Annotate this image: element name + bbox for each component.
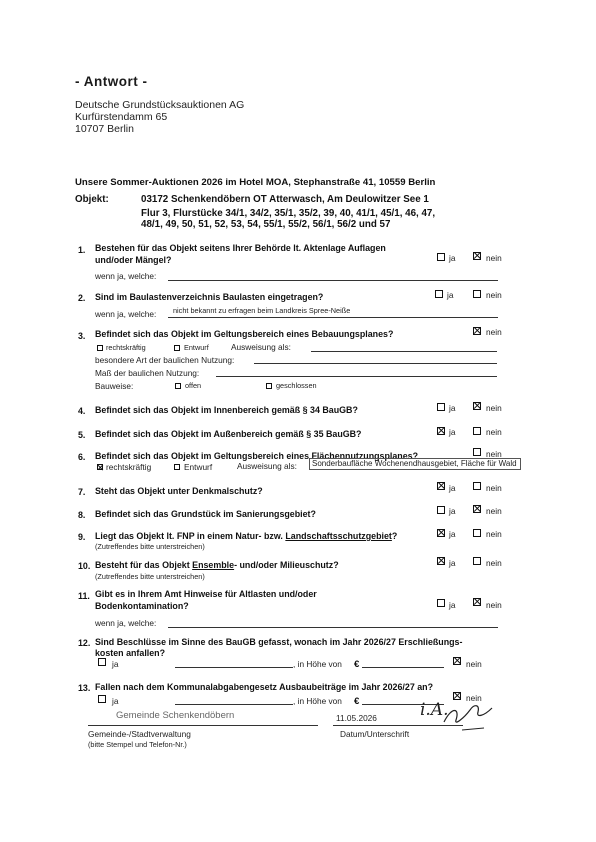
q4-ja-checkbox[interactable] xyxy=(437,403,445,411)
q12-ja-line[interactable] xyxy=(175,667,293,668)
q1-text-2: und/oder Mängel? xyxy=(95,255,172,265)
auction-line: Unsere Sommer-Auktionen 2026 im Hotel MOA, Stephanstraße 41, 10559 Berlin xyxy=(75,177,436,188)
q13-euro-sign: € xyxy=(354,696,360,707)
signature-scribble xyxy=(440,698,500,734)
q12-text-1: Sind Beschlüsse im Sinne des BauGB gefasst, wonach im Jahr 2026/27 Erschließungs- xyxy=(95,637,463,647)
q6-ausweisung-label: Ausweisung als: xyxy=(237,461,297,471)
q13-ja-line[interactable] xyxy=(175,704,293,705)
q2-text: Sind im Baulastenverzeichnis Baulasten eingetragen? xyxy=(95,292,324,302)
q9-text: Liegt das Objekt lt. FNP in einem Natur- bzw. Landschaftsschutzgebiet? xyxy=(95,531,398,541)
q12-nein-label: nein xyxy=(466,659,482,669)
q2-nein-checkbox[interactable] xyxy=(473,290,481,298)
q11-ja-checkbox[interactable] xyxy=(437,599,445,607)
q3-bauweise-label: Bauweise: xyxy=(95,381,134,391)
q3-ausweisung-line[interactable] xyxy=(311,351,497,352)
municipality-stamp: Gemeinde Schenkendöbern xyxy=(116,710,235,721)
q11-text-2: Bodenkontamination? xyxy=(95,601,189,611)
q1-text-1: Bestehen für das Objekt seitens Ihrer Behörde lt. Aktenlage Auflagen xyxy=(95,243,386,253)
q9-ja-checkbox[interactable] xyxy=(437,529,445,537)
date-signature-line xyxy=(333,725,463,726)
q12-nein-checkbox[interactable] xyxy=(453,657,461,665)
q5-ja-label: ja xyxy=(449,427,456,437)
q9-nein-checkbox[interactable] xyxy=(473,529,481,537)
q4-nein-checkbox[interactable] xyxy=(473,402,481,410)
q10-hint: (Zutreffendes bitte unterstreichen) xyxy=(95,572,205,581)
q6-nein-checkbox[interactable] xyxy=(473,448,481,456)
recipient-street: Kurfürstendamm 65 xyxy=(75,111,168,123)
q6-entwurf-label: Entwurf xyxy=(184,462,213,472)
q3-number: 3. xyxy=(78,331,86,341)
q9-nein-label: nein xyxy=(486,529,502,539)
q6-number: 6. xyxy=(78,452,86,462)
q10-number: 10. xyxy=(78,561,91,571)
q6-entwurf-checkbox[interactable] xyxy=(174,464,180,470)
q3-ausweisung-label: Ausweisung als: xyxy=(231,342,291,352)
authority-note: (bitte Stempel und Telefon-Nr.) xyxy=(88,740,187,749)
q10-ja-label: ja xyxy=(449,558,456,568)
q13-ja-label: ja xyxy=(112,696,119,706)
q3-mass-line[interactable] xyxy=(216,376,497,377)
q11-nein-label: nein xyxy=(486,600,502,610)
q3-geschlossen-checkbox[interactable] xyxy=(266,383,272,389)
q3-nein-checkbox[interactable] xyxy=(473,327,481,335)
q5-text: Befindet sich das Objekt im Außenbereich gemäß § 35 BauGB? xyxy=(95,429,362,439)
q5-number: 5. xyxy=(78,430,86,440)
q12-number: 12. xyxy=(78,638,91,648)
q4-ja-label: ja xyxy=(449,403,456,413)
q7-ja-checkbox[interactable] xyxy=(437,482,445,490)
q3-offen-label: offen xyxy=(185,381,202,390)
q5-nein-label: nein xyxy=(486,427,502,437)
q2-nein-label: nein xyxy=(486,290,502,300)
q3-rechtskraeftig-label: rechtskräftig xyxy=(106,343,146,352)
q4-number: 4. xyxy=(78,406,86,416)
q11-nein-checkbox[interactable] xyxy=(473,598,481,606)
q3-entwurf-label: Entwurf xyxy=(184,343,209,352)
q1-nein-label: nein xyxy=(486,253,502,263)
q10-text: Besteht für das Objekt Ensemble- und/oder Milieuschutz? xyxy=(95,560,339,570)
q1-ja-label: ja xyxy=(449,253,456,263)
q6-rechtskraeftig-checkbox[interactable] xyxy=(97,464,103,470)
recipient-name: Deutsche Grundstücksauktionen AG xyxy=(75,99,245,111)
q8-text: Befindet sich das Grundstück im Sanierungsgebiet? xyxy=(95,509,316,519)
q9-ja-label: ja xyxy=(449,529,456,539)
q10-ja-checkbox[interactable] xyxy=(437,557,445,565)
authority-label: Gemeinde-/Stadtverwaltung xyxy=(88,729,191,739)
q3-nein-label: nein xyxy=(486,327,502,337)
q6-rechtskraeftig-label: rechtskräftig xyxy=(106,462,152,472)
q3-mass-label: Maß der baulichen Nutzung: xyxy=(95,368,200,378)
q1-number: 1. xyxy=(78,245,86,255)
object-address: 03172 Schenkendöbern OT Atterwasch, Am Deulowitzer See 1 xyxy=(141,194,429,205)
q8-ja-checkbox[interactable] xyxy=(437,506,445,514)
q5-ja-checkbox[interactable] xyxy=(437,427,445,435)
q3-besondere-art-label: besondere Art der baulichen Nutzung: xyxy=(95,355,235,365)
authority-signature-line xyxy=(88,725,318,726)
q7-number: 7. xyxy=(78,487,86,497)
signature-initials: i.A. xyxy=(420,700,449,720)
q12-ja-checkbox[interactable] xyxy=(98,658,106,666)
q11-number: 11. xyxy=(78,591,90,601)
q6-nein-label: nein xyxy=(486,449,502,459)
q3-geschlossen-label: geschlossen xyxy=(276,381,317,390)
q4-text: Befindet sich das Objekt im Innenbereich gemäß § 34 BauGB? xyxy=(95,405,358,415)
object-label: Objekt: xyxy=(75,194,109,205)
q12-euro-sign: € xyxy=(354,659,360,670)
q7-nein-checkbox[interactable] xyxy=(473,482,481,490)
q13-nein-label: nein xyxy=(466,693,482,703)
q2-ja-checkbox[interactable] xyxy=(435,290,443,298)
q13-text: Fallen nach dem Kommunalabgabengesetz Ausbaubeiträge im Jahr 2026/27 an? xyxy=(95,682,434,692)
q11-text-1: Gibt es in Ihrem Amt Hinweise für Altlasten und/oder xyxy=(95,589,317,599)
q2-ja-label: ja xyxy=(447,290,454,300)
q2-handwritten-answer: nicht bekannt zu erfragen beim Landkreis Spree-Neiße xyxy=(173,306,351,315)
q10-nein-checkbox[interactable] xyxy=(473,557,481,565)
recipient-city: 10707 Berlin xyxy=(75,123,134,135)
q12-text-2: kosten anfallen? xyxy=(95,648,166,658)
q3-besondere-art-line[interactable] xyxy=(254,363,497,364)
q7-ja-label: ja xyxy=(449,483,456,493)
q5-nein-checkbox[interactable] xyxy=(473,427,481,435)
q13-number: 13. xyxy=(78,683,91,693)
q2-number: 2. xyxy=(78,293,86,303)
q4-nein-label: nein xyxy=(486,403,502,413)
signature-date: 11.05.2026 xyxy=(336,713,377,723)
q6-ausweisung-answer: Sonderbaufläche Wochenendhausgebiet, Fläche für Wald xyxy=(309,458,521,470)
q3-entwurf-checkbox[interactable] xyxy=(174,345,180,351)
q11-ja-label: ja xyxy=(449,600,456,610)
q3-rechtskraeftig-checkbox[interactable] xyxy=(97,345,103,351)
q6-text: Befindet sich das Objekt im Geltungsbereich eines Flächennutzungsplanes? xyxy=(95,451,419,461)
q13-hoehe-label: , in Höhe von xyxy=(293,696,342,706)
q13-ja-checkbox[interactable] xyxy=(98,695,106,703)
q2-answer-line[interactable] xyxy=(168,317,498,318)
object-parcels-2: 48/1, 49, 50, 51, 52, 53, 54, 55/1, 55/2, 56/1, 56/2 und 57 xyxy=(141,219,391,230)
q12-hoehe-label: , in Höhe von xyxy=(293,659,342,669)
q12-ja-label: ja xyxy=(112,659,119,669)
q11-wenn-ja-label: wenn ja, welche: xyxy=(95,618,157,628)
q1-answer-line[interactable] xyxy=(168,280,498,281)
q9-number: 9. xyxy=(78,532,86,542)
date-signature-label: Datum/Unterschrift xyxy=(340,729,410,739)
q3-offen-checkbox[interactable] xyxy=(175,383,181,389)
q10-nein-label: nein xyxy=(486,558,502,568)
q12-amount-line[interactable] xyxy=(362,667,444,668)
object-parcels-1: Flur 3, Flurstücke 34/1, 34/2, 35/1, 35/2, 39, 40, 41/1, 45/1, 46, 47, xyxy=(141,208,436,219)
q7-text: Steht das Objekt unter Denkmalschutz? xyxy=(95,486,263,496)
q2-wenn-ja-label: wenn ja, welche: xyxy=(95,309,157,319)
q8-ja-label: ja xyxy=(449,506,456,516)
q1-wenn-ja-label: wenn ja, welche: xyxy=(95,271,157,281)
q1-nein-checkbox[interactable] xyxy=(473,252,481,260)
q7-nein-label: nein xyxy=(486,483,502,493)
q8-number: 8. xyxy=(78,510,86,520)
q1-ja-checkbox[interactable] xyxy=(437,253,445,261)
q8-nein-label: nein xyxy=(486,506,502,516)
q11-answer-line[interactable] xyxy=(168,627,498,628)
page-header: - Antwort - xyxy=(75,74,148,89)
q9-hint: (Zutreffendes bitte unterstreichen) xyxy=(95,542,205,551)
q8-nein-checkbox[interactable] xyxy=(473,505,481,513)
q3-text: Befindet sich das Objekt im Geltungsbereich eines Bebauungsplanes? xyxy=(95,329,394,339)
